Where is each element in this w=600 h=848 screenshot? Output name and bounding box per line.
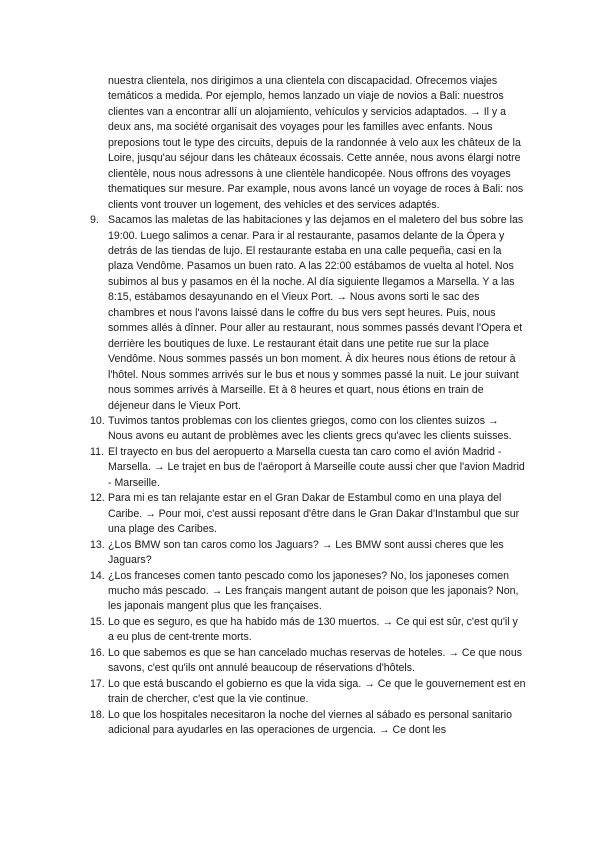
item-number: 12.: [90, 492, 105, 505]
item-text: ¿Los franceses comen tanto pescado como los japoneses? No, los japoneses comen mucho más pescado. → Les français mangent autant de poison que les japonais? Non, les japonais mangent plus que les françaises.: [108, 569, 519, 613]
list-item-15: [90, 615, 526, 646]
item-number: 17.: [90, 677, 105, 690]
list-item-16: [90, 646, 526, 677]
item-text: Para mi es tan relajante estar en el Gran Dakar de Estambul como en una playa del Caribe. → Pour moi, c'est aussi reposant d'être dans le Gran Dakar d'Instambul que sur una plage des Caribes.: [108, 492, 520, 536]
list-item-18: [90, 708, 526, 739]
item-text: Lo que los hospitales necesitaron la noche del viernes al sábado es personal sanitario adicional para ayudarles en las operaciones de urgencia. → Ce dont les: [108, 708, 513, 737]
item-text: Lo que es seguro, es que ha habido más de 130 muertos. → Ce qui est sûr, c'est qu'il y a eu plus de cent-trente morts.: [108, 615, 518, 644]
item-number: 18.: [90, 708, 105, 721]
item-number: 15.: [90, 615, 105, 628]
list-item-12: [90, 491, 526, 537]
item-number: 13.: [90, 538, 105, 551]
item-number: 16.: [90, 646, 105, 659]
list-item-10: [90, 414, 526, 445]
list-item-17: [90, 677, 526, 708]
item-number: 11.: [90, 445, 104, 458]
item-text: Lo que sabemos es que se han cancelado muchas reservas de hoteles. → Ce que nous savons, c'est qu'ils ont annulé beaucoup de réservations d'hôtels.: [108, 646, 523, 675]
item-text: El trayecto en bus del aeropuerto a Marsella cuesta tan caro como el avión Madrid - Marsella. → Le trajet en bus de l'aéroport à Marseille coute aussi cher que l'avion Madrid - Marseille.: [108, 445, 525, 489]
item-number: 14.: [90, 569, 105, 582]
list-item-11: [90, 445, 526, 491]
item-text: Tuvimos tantos problemas con los clientes griegos, como con los clientes suizos → Nous avons eu autant de problèmes avec les clients grecs qu'avec les clients suisses.: [108, 414, 512, 443]
list-item-9: [90, 213, 526, 414]
continued-paragraph: nuestra clientela, nos dirigimos a una clientela con discapacidad. Ofrecemos viajes temáticos a medida. Por ejemplo, hemos lanzado un viaje de novios a Bali: nuestros clientes van a encontrar allí un alojamiento, vehículos y servicios adaptados. → Il y a deux ans, ma société organisait des voyages pour les familles avec enfants. Nous preposions tout le type des circuits, depuis de la randonnée à velo aux les châteux de la Loire, jusqu'au séjour dans les châteaux écossais. Cette année, nous avons élargi notre clientèle, nous nous adressons à une clientèle handicopée. Nous offrons des voyages thematiques sur mesure. Par example, nous avons lancé un voyage de roces à Bali: nos clients vont trouver un logement, des vehicles et des services adaptés.: [108, 75, 524, 211]
list-item-13: [90, 538, 526, 569]
item-text: ¿Los BMW son tan caros como los Jaguars? → Les BMW sont aussi cheres que les Jaguars?: [108, 538, 504, 567]
item-number: 10.: [90, 414, 105, 427]
list-item-14: [90, 569, 526, 615]
item-text: Lo que está buscando el gobierno es que la vida siga. → Ce que le gouvernement est en train de chercher, c'est que la vie continue.: [108, 677, 526, 706]
item-number: 9.: [90, 214, 99, 227]
document-body: [90, 74, 526, 738]
item-text: Sacamos las maletas de las habitaciones y las dejamos en el maletero del bus sobre las 19:00. Luego salimos a cenar. Para ir al restaurante, pasamos delante de la Ópera y detrás de las tiendas de lujo. El restaurante estaba en una calle pequeña, casi en la plaza Vendôme. Pasamos un buen rato. A las 22:00 estábamos de vuelta al hotel. Nos subimos al bus y pasamos en él la noche. Al día siguiente llegamos a Marsella. Y a las 8:15, estábamos desayunando en el Vieux Port. → Nous avons sorti le sac des chambres et nous l'avons laissé dans le coffre du bus vers sept heures. Puis, nous sommes allés à dînner. Pour aller au restaurant, nous sommes passés devant l'Opera et derrière les boutiques de luxe. Le restaurant était dans une petite rue sur la place Vendôme. Nous sommes passés un bon moment. À dix heures nous étions de retour à l'hôtel. Nous sommes arrivés sur le bus et nous y sommes passé la nuit. Le jour suivant nous sommes arrivés à Marseille. Et à 8 heures et quart, nous étions en train de déjeneur dans le Vieux Port.: [108, 214, 524, 412]
